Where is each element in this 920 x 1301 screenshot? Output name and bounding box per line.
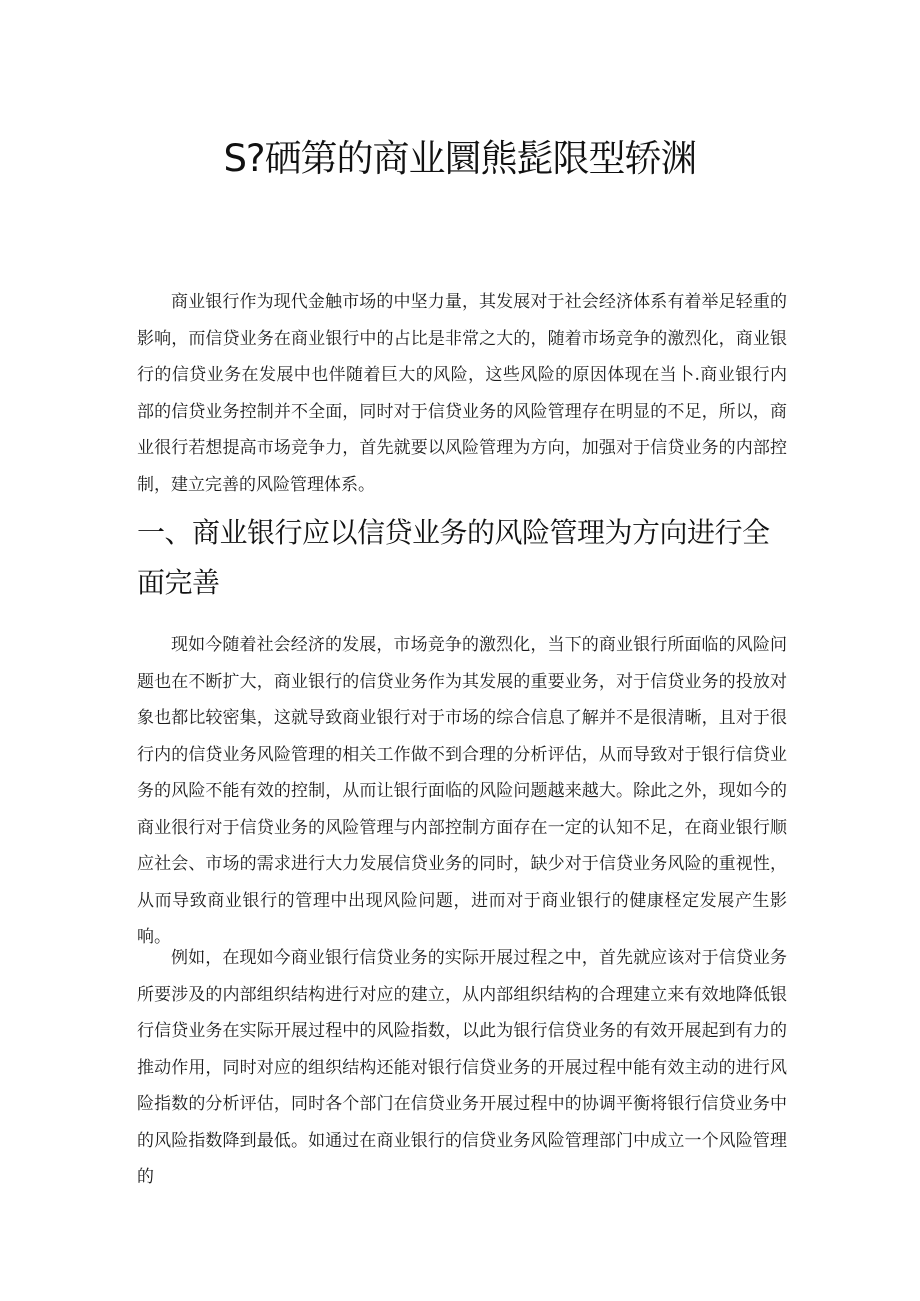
body-paragraph: 例如，在现如今商业银行信贷业务的实际开展过程之中，首先就应该对于信贷业务所要涉及的内部组织结构进行对应的建立，从内部组织结构的合理建立来有效地降低银行信贷业务在实际开展过程中的风险指数，以此为银行信贷业务的有效开展起到有力的推动作用，同时对应的组织结构还能对银行信贷业务的开展过程中能有效主动的进行风险指数的分析评估，同时各个部门在信贷业务开展过程中的协调平衡将银行信贷业务中的风险指数降到最低。如通过在商业银行的信贷业务风险管理部门中成立一个风险管理的: [137, 948, 787, 1187]
document-title: S?硒第的商业圜熊髭限型轿渊: [223, 137, 697, 180]
intro-paragraph: 商业银行作为现代金触市场的中坚力量，其发展对于社会经济体系有着举足轻重的影响，而信贷业务在商业银行中的占比是非常之大的，随着市场竞争的激烈化，商业银行的信贷业务在发展中也伴随着巨大的风险，这些风险的原因体现在当卜.商业银行内部的信贷业务控制并不全面，同时对于信贷业务的风险管理存在明显的不足，所以，商业很行若想提高市场竞争力，首先就要以风险管理为方向，加强对于信贷业务的内部控制，建立完善的风险管理体系。: [137, 292, 787, 495]
section-heading: 一、商业银行应以信贷业务的风险管理为方向进行全面完善: [137, 516, 770, 599]
body-paragraph: 现如今随着社会经济的发展，市场竞争的激烈化，当下的商业银行所面临的风险问题也在不断扩大，商业银行的信贷业务作为其发展的重要业务，对于信贷业务的投放对象也都比较密集，这就导致商业银行对于市场的综合信息了解并不是很清晰，且对于很行内的信贷业务风险管理的相关工作做不到合理的分析评估，从而导致对于银行信贷业务的风险不能有效的控制，从而让银行面临的风险问题越来越大。除此之外，现如今的商业很行对于信贷业务的风险管理与内部控制方面存在一定的认知不足，在商业银行顺应社会、市场的需求进行大力发展信贷业务的同时，缺少对于信贷业务风险的重视性，从而导致商业银行的管理中出现风险问题，进而对于商业银行的健康柽定发展产生影响。: [137, 635, 787, 947]
